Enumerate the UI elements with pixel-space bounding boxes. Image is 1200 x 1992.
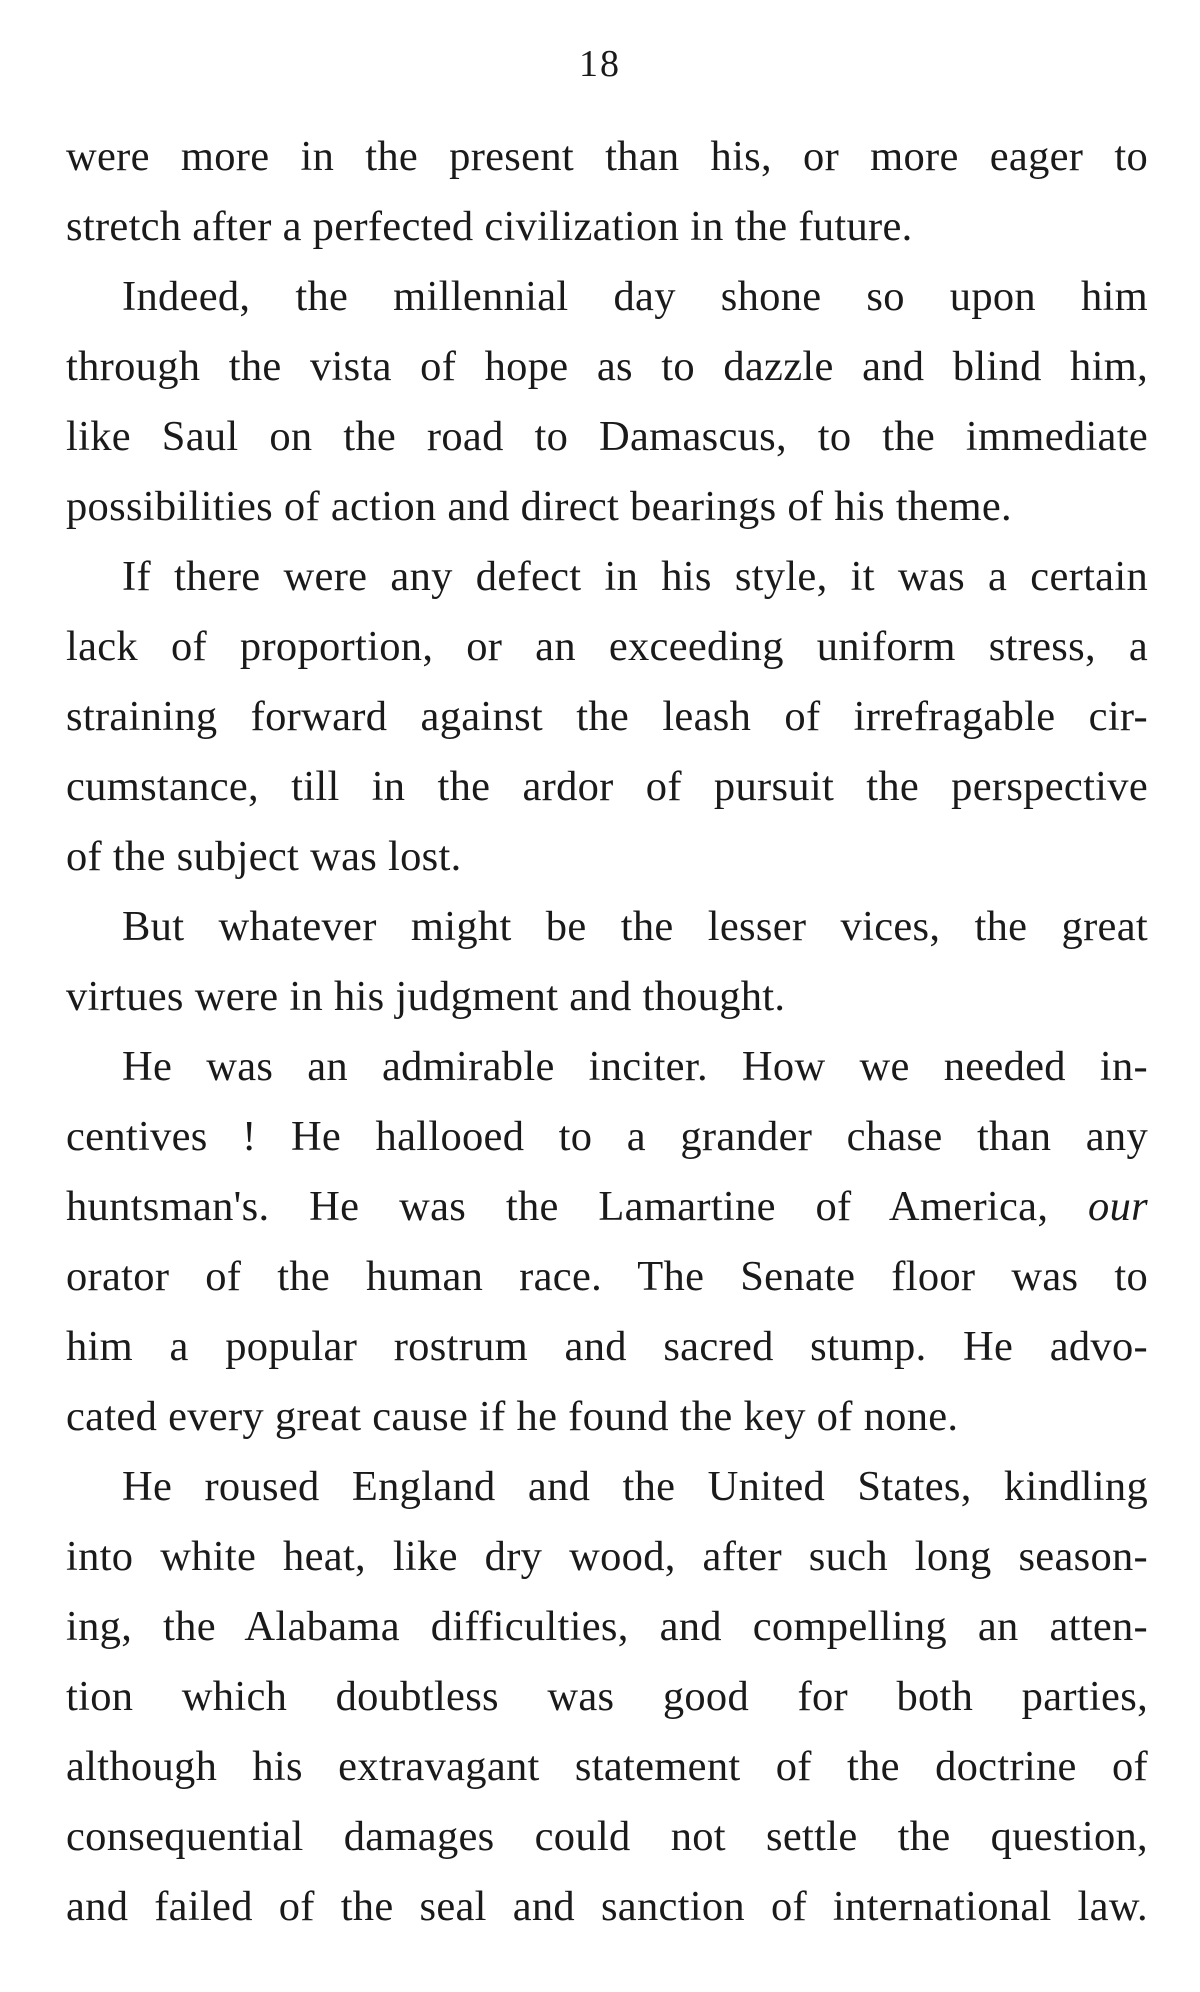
italic-word: our: [1088, 1183, 1148, 1230]
text-line: lack of proportion, or an exceeding uniform stress, a: [66, 623, 1148, 670]
text-line: cumstance, till in the ardor of pursuit the perspective: [66, 763, 1148, 810]
text-line: Indeed, the millennial day shone so upon him: [122, 273, 1148, 320]
text-line: virtues were in his judgment and thought.: [66, 973, 786, 1020]
text-line: were more in the present than his, or more eager to: [66, 133, 1148, 180]
text-line: into white heat, like dry wood, after such long season-: [66, 1533, 1148, 1580]
text-line: like Saul on the road to Damascus, to the immediate: [66, 413, 1148, 460]
body-text: [66, 122, 1148, 1942]
text-line: although his extravagant statement of the doctrine of: [66, 1743, 1148, 1790]
text-segment: huntsman's. He was the Lamartine of America,: [66, 1183, 1049, 1230]
text-line: stretch after a perfected civilization in the future.: [66, 203, 913, 250]
text-line: If there were any defect in his style, it was a certain: [122, 553, 1148, 600]
text-line-with-italic: [66, 1172, 1148, 1242]
text-line: cated every great cause if he found the key of none.: [66, 1393, 959, 1440]
text-line: He roused England and the United States, kindling: [122, 1463, 1148, 1510]
page-number: 18: [579, 43, 621, 85]
text-line: him a popular rostrum and sacred stump. He advo-: [66, 1323, 1148, 1370]
text-line: centives ! He hallooed to a grander chase than any: [66, 1113, 1148, 1160]
text-line: orator of the human race. The Senate floor was to: [66, 1253, 1148, 1300]
text-line: possibilities of action and direct bearings of his theme.: [66, 483, 1012, 530]
text-line: straining forward against the leash of irrefragable cir-: [66, 693, 1148, 740]
text-line: tion which doubtless was good for both parties,: [66, 1673, 1148, 1720]
text-line: consequential damages could not settle the question,: [66, 1813, 1148, 1860]
text-line: and failed of the seal and sanction of international law.: [66, 1883, 1148, 1930]
text-line: of the subject was lost.: [66, 833, 462, 880]
text-line: But whatever might be the lesser vices, the great: [122, 903, 1148, 950]
text-line: ing, the Alabama difficulties, and compelling an atten-: [66, 1603, 1148, 1650]
text-line: He was an admirable inciter. How we needed in-: [122, 1043, 1148, 1090]
text-line: through the vista of hope as to dazzle and blind him,: [66, 343, 1148, 390]
